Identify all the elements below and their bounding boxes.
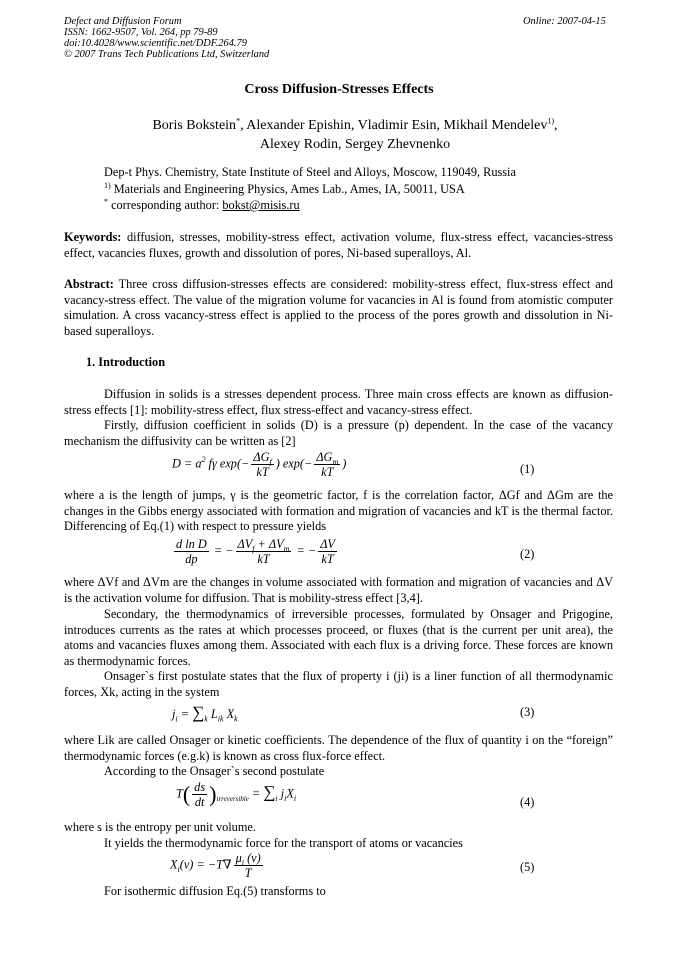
affiliation-text: Materials and Engineering Physics, Ames Lab., Ames, IA, 50011, USA xyxy=(110,181,465,196)
keywords-label: Keywords: xyxy=(64,230,122,244)
abstract-label: Abstract: xyxy=(64,277,114,291)
equation-5: $X_i(v) = -T\nabla$ $\frac{\mu_i (v)}{T}$ xyxy=(170,851,261,880)
author-names: , Alexander Epishin, Vladimir Esin, Mikhail Mendelev xyxy=(240,118,548,133)
equation-number: (3) xyxy=(520,705,535,719)
email-link[interactable]: bokst@misis.ru xyxy=(222,198,300,212)
equation-number: (2) xyxy=(520,547,535,561)
paragraph-5: Secondary, the thermodynamics of irreversible processes, formulated by Onsager and Prigogine, introduces currents as the rates at which processes proceed, or fluxes (that is the current per unit area), the atoms and vacancies fluxes among them. Associated with each flux is a driving force. These forces are known as thermodynamic forces. xyxy=(64,607,613,668)
abstract-paragraph xyxy=(64,277,613,339)
copyright-line: © 2007 Trans Tech Publications Ltd, Switzerland xyxy=(64,49,270,60)
paragraph-9: where s is the entropy per unit volume. xyxy=(64,820,256,834)
keywords-paragraph xyxy=(64,230,613,261)
corresponding-author xyxy=(104,197,516,214)
paragraph-8: According to the Onsager`s second postulate xyxy=(104,764,325,778)
paragraph-7: where Lik are called Onsager or kinetic coefficients. The dependence of the flux of quantity i on the “foreign” thermodynamic forces (e.g.k) is known as cross flux-force effect. xyxy=(64,733,613,763)
corresponding-mark: * xyxy=(236,116,241,126)
equation-3: $j_i = \sum_k$ $L_{ik}$ $X_k$ xyxy=(172,703,238,724)
paper-title: Cross Diffusion-Stresses Effects xyxy=(244,82,434,97)
author-name: Boris Bokstein xyxy=(152,118,237,133)
intro-paragraph-2: Firstly, diffusion coefficient in solids (D) is a pressure (p) dependent. In the case of the vacancy mechanism the diffusivity can be written as [2] xyxy=(64,418,613,448)
corresponding-label: corresponding author: xyxy=(108,198,223,212)
author-list xyxy=(60,116,650,154)
intro-paragraph-1: Diffusion in solids is a stresses dependent process. Three main cross effects are known as diffusion-stress effects [1]: mobility-stress effect, flux stress-effect and vacancy-stress effect. xyxy=(64,387,613,417)
online-date: Online: 2007-04-15 xyxy=(523,16,606,27)
author-names-line2: Alexey Rodin, Sergey Zhevnenko xyxy=(259,137,451,152)
affiliation-1: Dep-t Phys. Chemistry, State Institute of Steel and Alloys, Moscow, 119049, Russia xyxy=(104,165,516,179)
equation-1: $D = a^2$ fγ exp(− $\frac{\Delta G_f}{kT}$ ) exp(− $\frac{\Delta G_m}{kT}$ ) xyxy=(172,450,347,479)
affiliation-mark: 1) xyxy=(104,180,111,190)
paragraph-3: where a is the length of jumps, γ is the geometric factor, f is the correlation factor, ΔGf and ΔGm are the changes in the Gibbs energy associated with formation and migration of vacancies and kT is the thermal factor. Differencing of Eq.(1) with respect to pressure yields xyxy=(64,488,613,534)
journal-header xyxy=(64,16,269,60)
equation-4: T( $\frac{ds}{dt}$ )$_{irreversible} = \sum_i$ $j_iX_i$ xyxy=(176,780,297,809)
affiliation-2 xyxy=(104,181,516,198)
paragraph-10: It yields the thermodynamic force for the transport of atoms or vacancies xyxy=(104,836,463,850)
paragraph-11: For isothermic diffusion Eq.(5) transforms to xyxy=(104,884,326,898)
affiliation-mark: 1) xyxy=(547,116,555,126)
author-separator: , xyxy=(554,118,558,133)
issn-line: ISSN: 1662-9507, Vol. 264, pp 79-89 xyxy=(64,27,218,38)
equation-number: (1) xyxy=(520,462,535,476)
abstract-text: Three cross diffusion-stresses effects are considered: mobility-stress effect, flux-stress effect and vacancy-stress effect. The value of the migration volume for vacancies in Al is found from atomistic computer simulation. A cross vacancy-stress effect is applied to the process of the pores growth and dissolution in Ni-based superalloys. xyxy=(64,277,613,338)
section-heading: 1. Introduction xyxy=(86,355,166,369)
equation-number: (5) xyxy=(520,860,535,874)
corresponding-mark: * xyxy=(104,196,108,206)
affiliations xyxy=(104,164,516,214)
equation-number: (4) xyxy=(520,795,535,809)
equation-2: $\frac{\text{d ln D}}{dp}$ = − $\frac{\Delta V_f + \Delta V_m}{kT}$ = − $\frac{\Delta V}{kT}$ xyxy=(176,537,335,566)
keywords-text: diffusion, stresses, mobility-stress effect, activation volume, flux-stress effect, vacancies-stress effect, vacancies fluxes, growth and dissolution of pores, Ni-based superalloys, Al. xyxy=(64,230,613,260)
doi-line: doi:10.4028/www.scientific.net/DDF.264.79 xyxy=(64,38,247,49)
paragraph-6: Onsager`s first postulate states that the flux of property i (ji) is a liner function of all thermodynamic forces, Xk, acting in the system xyxy=(64,669,613,699)
journal-name: Defect and Diffusion Forum xyxy=(64,16,182,27)
paragraph-4: where ΔVf and ΔVm are the changes in volume associated with formation and migration of vacancies and ΔV is the activation volume for diffusion. That is mobility-stress effect [3,4]. xyxy=(64,575,613,605)
